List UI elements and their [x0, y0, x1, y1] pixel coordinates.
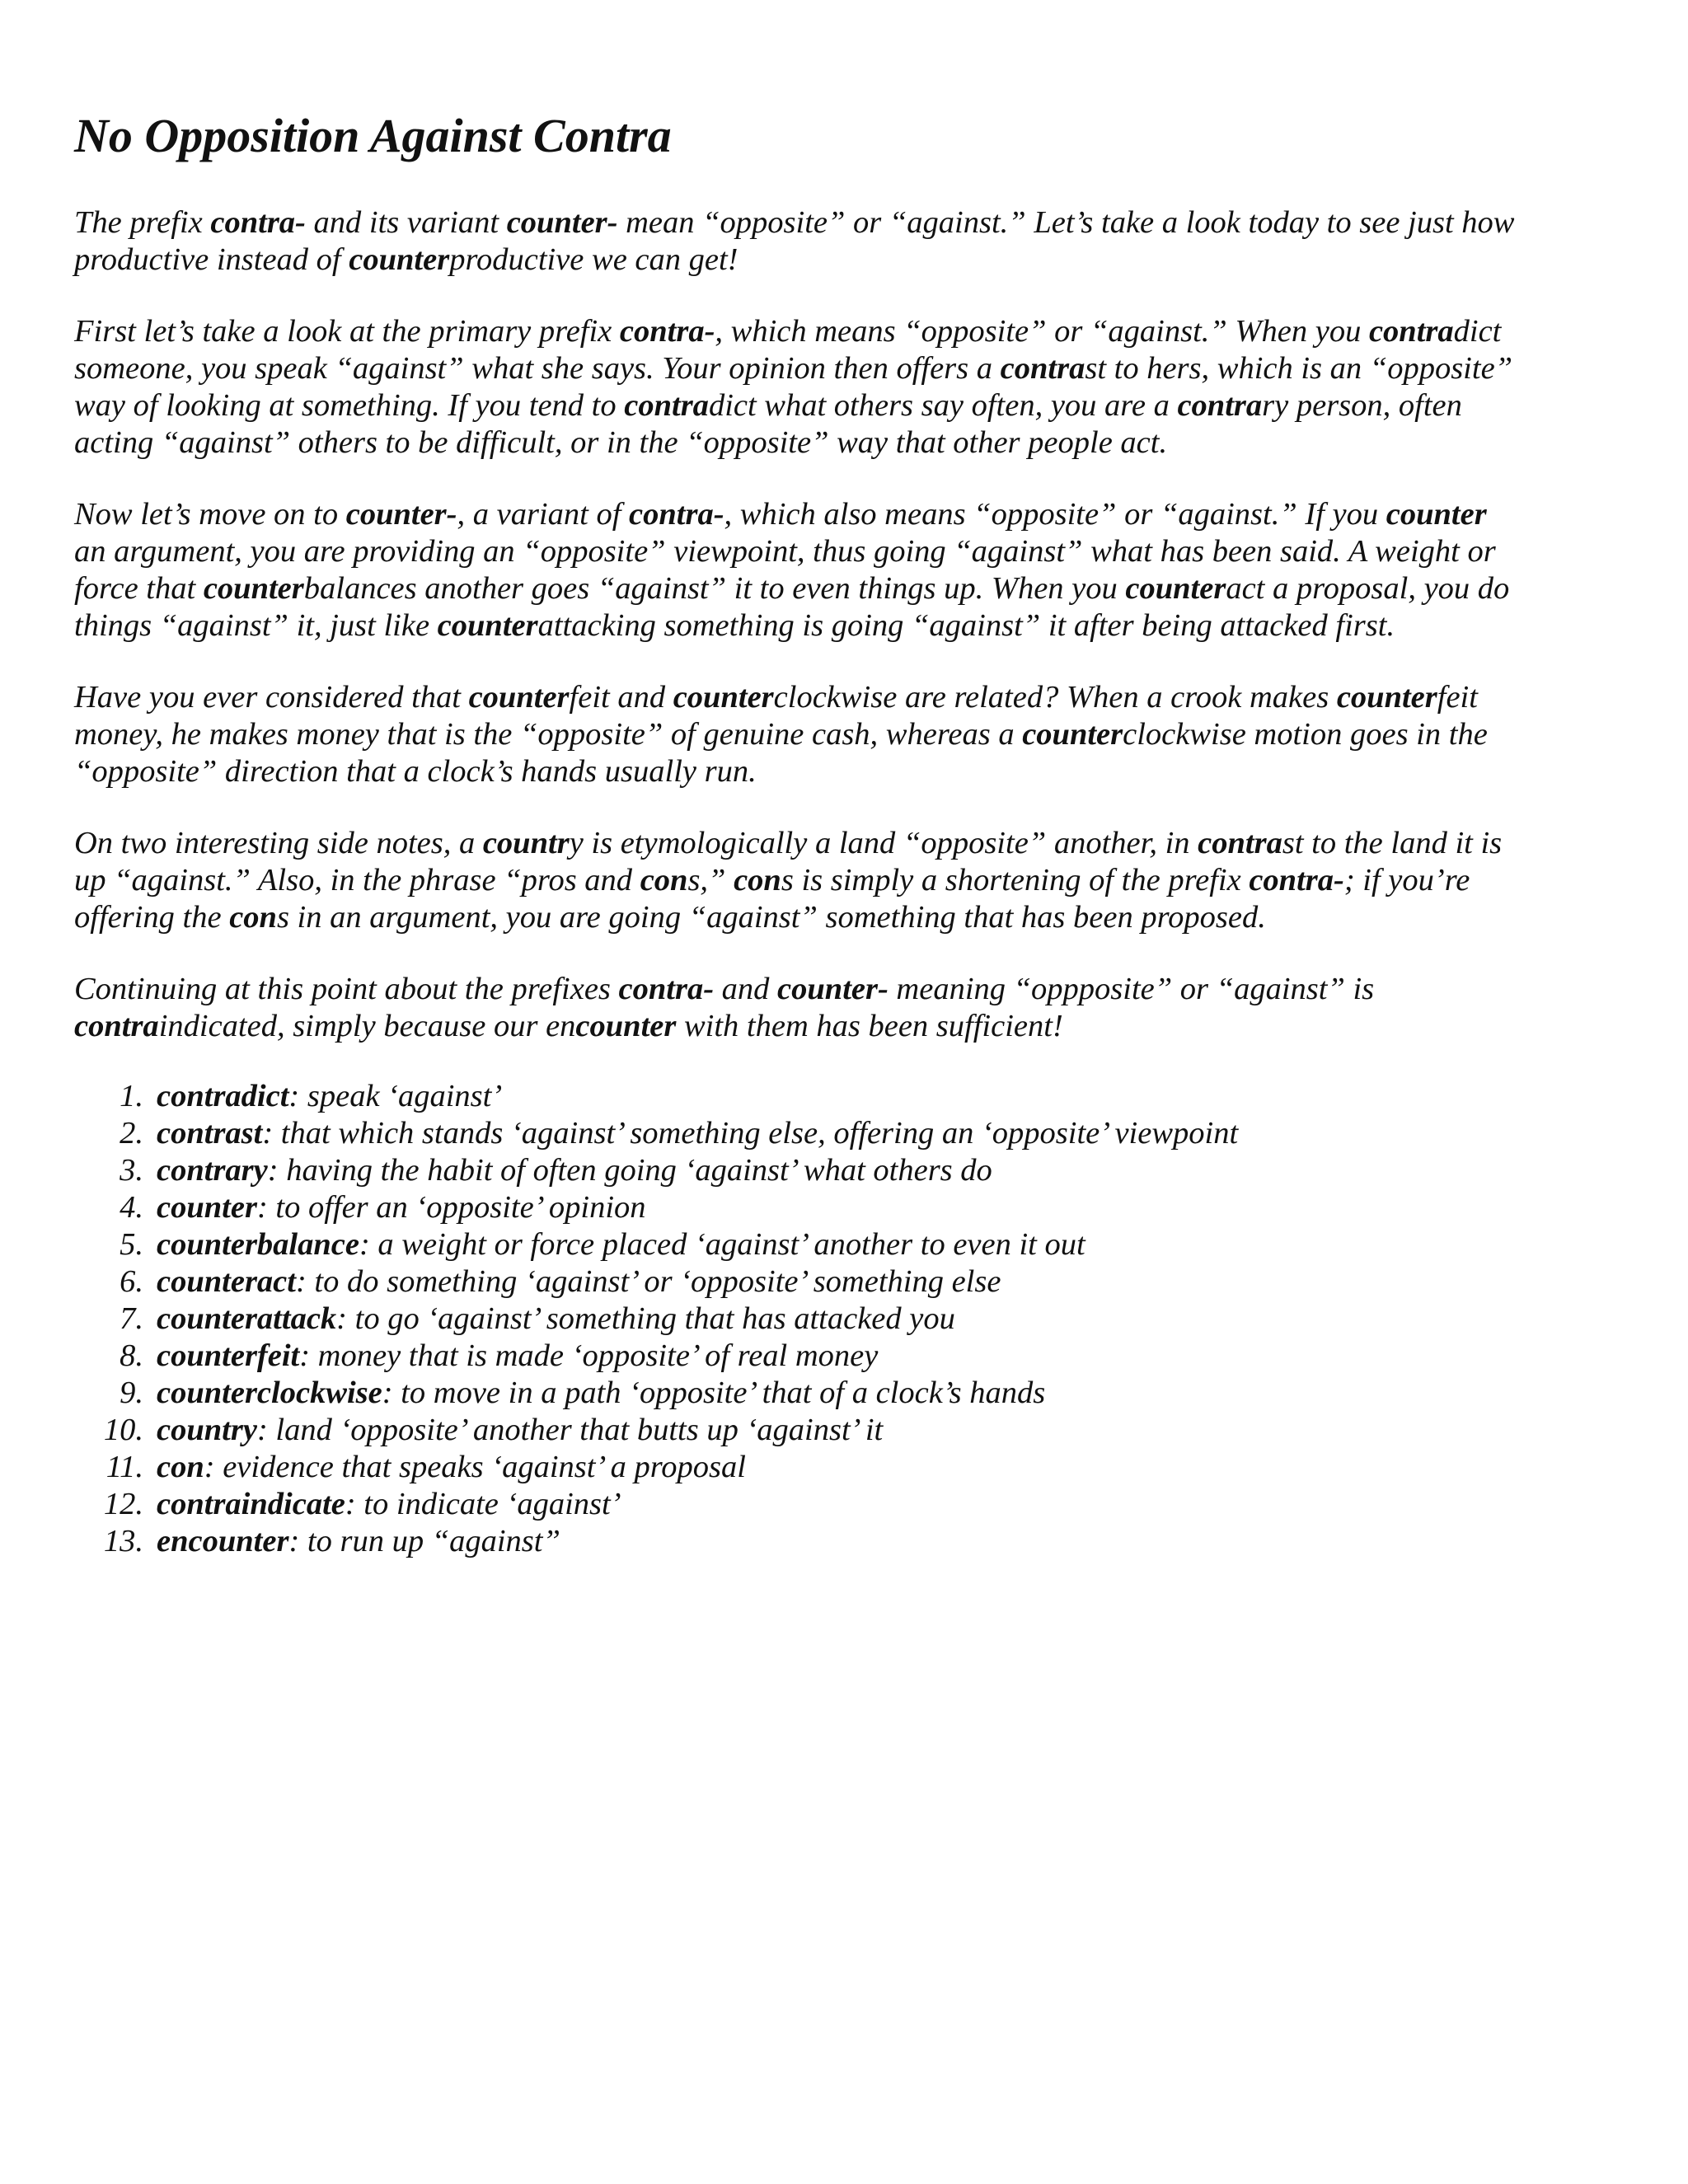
definition-item: [74, 1449, 1624, 1486]
definition-term: contradict: [157, 1078, 289, 1113]
text-run: and its variant: [305, 204, 507, 240]
prefix-highlight: counter-: [506, 204, 618, 240]
prefix-highlight: contra: [1177, 387, 1263, 423]
counter-paragraph: [74, 496, 1624, 644]
paragraph-line: [74, 313, 1624, 350]
intro-paragraph: [74, 204, 1624, 279]
text-run: clockwise are related? When a crook makes: [773, 679, 1337, 715]
paragraph-line: [74, 716, 1624, 753]
text-run: ; if you’re: [1343, 862, 1470, 898]
definition-item: [74, 1523, 1624, 1560]
definition-item: [74, 1375, 1624, 1412]
prefix-highlight: contra-: [619, 313, 715, 349]
prefix-highlight: contra: [1368, 313, 1454, 349]
list-number: 13.: [103, 1523, 143, 1558]
definition-term: country: [157, 1412, 257, 1447]
text-run: meaning “oppposite” or “against” is: [888, 971, 1375, 1006]
text-run: , a variant of: [457, 496, 630, 532]
definition-item: [74, 1078, 1624, 1115]
text-run: productive instead of: [74, 241, 349, 277]
text-run: balances another goes “against” it to even things up. When you: [303, 570, 1126, 606]
prefix-highlight: con: [229, 899, 277, 935]
text-run: someone, you speak “against” what she says. Your opinion then offers a: [74, 350, 1001, 386]
definition-item: [74, 1152, 1624, 1189]
prefix-highlight: con: [734, 862, 781, 898]
definition-item: [74, 1189, 1624, 1226]
definition-term: encounter: [157, 1523, 289, 1558]
text-run: acting “against” others to be difficult, or in the “opposite” way that other people act.: [74, 424, 1168, 460]
text-run: st to the land it is: [1282, 825, 1503, 860]
definition-text: : evidence that speaks ‘against’ a proposal: [204, 1449, 746, 1484]
text-run: act a proposal, you do: [1226, 570, 1510, 606]
paragraph-line: [74, 241, 1624, 279]
definition-text: : to run up “against”: [288, 1523, 560, 1558]
prefix-highlight: counter: [468, 679, 570, 715]
text-run: with them has been sufficient!: [676, 1008, 1063, 1043]
text-run: s,”: [687, 862, 734, 898]
text-run: ry person, often: [1262, 387, 1462, 423]
list-number: 10.: [103, 1412, 143, 1447]
text-run: up “against.” Also, in the phrase “pros and: [74, 862, 640, 898]
text-run: y is etymologically a land “opposite” another, in: [569, 825, 1198, 860]
definition-term: counter: [157, 1189, 257, 1225]
prefix-highlight: con: [640, 862, 688, 898]
paragraph-line: [74, 899, 1624, 936]
definition-item: [74, 1412, 1624, 1449]
definition-term: contraindicate: [157, 1486, 345, 1521]
text-run: things “against” it, just like: [74, 607, 438, 643]
list-number: 12.: [103, 1486, 143, 1521]
prefix-highlight: contra: [74, 1008, 159, 1043]
list-number: 8.: [120, 1338, 143, 1373]
list-number: 3.: [120, 1152, 143, 1188]
prefix-highlight: counter: [203, 570, 304, 606]
text-run: The prefix: [74, 204, 211, 240]
paragraph-line: [74, 862, 1624, 899]
text-run: an argument, you are providing an “opposite” viewpoint, thus going “against” what has been said. A weight or: [74, 533, 1496, 569]
definition-term: counterattack: [157, 1301, 337, 1336]
definition-term: con: [157, 1449, 204, 1484]
paragraph-line: [74, 350, 1624, 387]
definition-item: [74, 1338, 1624, 1375]
definition-text: : land ‘opposite’ another that butts up ‘against’ it: [256, 1412, 884, 1447]
definition-text: : speak ‘against’: [288, 1078, 503, 1113]
text-run: feit and: [569, 679, 673, 715]
text-run: force that: [74, 570, 204, 606]
paragraph-line: [74, 570, 1624, 607]
text-run: “opposite” direction that a clock’s hands usually run.: [74, 753, 757, 789]
text-run: indicated, simply because our en: [158, 1008, 576, 1043]
definition-text: : to go ‘against’ something that has attacked you: [336, 1301, 955, 1336]
paragraph-line: [74, 204, 1624, 241]
prefix-highlight: contra-: [1249, 862, 1344, 898]
side-notes-paragraph: [74, 825, 1624, 936]
paragraph-line: [74, 679, 1624, 716]
prefix-highlight: contra-: [210, 204, 306, 240]
definition-text: : to move in a path ‘opposite’ that of a clock’s hands: [382, 1375, 1046, 1410]
page-title: No Opposition Against Contra: [74, 109, 672, 162]
list-number: 5.: [120, 1226, 143, 1262]
list-number: 11.: [106, 1449, 143, 1484]
text-run: productive we can get!: [449, 241, 738, 277]
definition-item: [74, 1115, 1624, 1152]
prefix-highlight: counter: [1022, 716, 1123, 752]
definition-item: [74, 1486, 1624, 1523]
list-number: 4.: [120, 1189, 143, 1225]
prefix-highlight: counter: [1125, 570, 1226, 606]
text-run: , which means “opposite” or “against.” When you: [715, 313, 1369, 349]
text-run: dict what others say often, you are a: [708, 387, 1178, 423]
list-number: 2.: [120, 1115, 143, 1151]
text-run: feit: [1437, 679, 1478, 715]
paragraph-line: [74, 1008, 1624, 1045]
prefix-highlight: contra: [1198, 825, 1282, 860]
text-run: , which also means “opposite” or “against.” If you: [724, 496, 1386, 532]
prefix-highlight: counter: [349, 241, 450, 277]
paragraph-line: [74, 607, 1624, 644]
definition-text: : to indicate ‘against’: [345, 1486, 621, 1521]
text-run: s is simply a shortening of the prefix: [781, 862, 1250, 898]
list-number: 9.: [120, 1375, 143, 1410]
definition-text: : money that is made ‘opposite’ of real money: [299, 1338, 879, 1373]
contra-paragraph: [74, 313, 1624, 462]
prefix-highlight: counter-: [345, 496, 457, 532]
definition-term: contrast: [157, 1115, 263, 1151]
text-run: attacking something is going “against” it after being attacked first.: [537, 607, 1395, 643]
text-run: st to hers, which is an “opposite”: [1085, 350, 1513, 386]
definition-term: contrary: [157, 1152, 268, 1188]
text-run: mean “opposite” or “against.” Let’s take a look today to see just how: [617, 204, 1515, 240]
definition-item: [74, 1263, 1624, 1301]
conclusion-paragraph: [74, 971, 1624, 1045]
text-run: dict: [1453, 313, 1502, 349]
text-run: Have you ever considered that: [74, 679, 469, 715]
definition-item: [74, 1301, 1624, 1338]
prefix-highlight: contra: [1000, 350, 1085, 386]
definition-term: counterfeit: [157, 1338, 300, 1373]
paragraph-line: [74, 387, 1624, 424]
paragraph-line: [74, 825, 1624, 862]
prefix-highlight: contra: [624, 387, 709, 423]
text-run: s in an argument, you are going “against” something that has been proposed.: [276, 899, 1266, 935]
definition-text: : to do something ‘against’ or ‘opposite’ something else: [295, 1263, 1001, 1299]
text-run: Now let’s move on to: [74, 496, 346, 532]
document-page: [74, 107, 1624, 1560]
definition-text: : to offer an ‘opposite’ opinion: [256, 1189, 646, 1225]
paragraph-line: [74, 496, 1624, 533]
text-run: Continuing at this point about the prefixes: [74, 971, 619, 1006]
definition-text: : a weight or force placed ‘against’ another to even it out: [359, 1226, 1085, 1262]
definition-term: counterclockwise: [157, 1375, 382, 1410]
definition-term: counterbalance: [157, 1226, 359, 1262]
text-run: clockwise motion goes in the: [1123, 716, 1488, 752]
paragraph-line: [74, 533, 1624, 570]
text-run: First let’s take a look at the primary prefix: [74, 313, 620, 349]
definition-text: : that which stands ‘against’ something else, offering an ‘opposite’ viewpoint: [262, 1115, 1239, 1151]
paragraph-line: [74, 971, 1624, 1008]
prefix-highlight: counter: [575, 1008, 677, 1043]
prefix-highlight: counter: [1336, 679, 1437, 715]
definitions-list: [74, 1078, 1624, 1560]
prefix-highlight: counter: [437, 607, 538, 643]
prefix-highlight: counter-: [777, 971, 889, 1006]
prefix-highlight: contra-: [618, 971, 715, 1006]
text-run: On two interesting side notes, a: [74, 825, 483, 860]
text-run: way of looking at something. If you tend to: [74, 387, 625, 423]
text-run: money, he makes money that is the “opposite” of genuine cash, whereas a: [74, 716, 1023, 752]
definition-item: [74, 1226, 1624, 1263]
text-run: offering the: [74, 899, 230, 935]
paragraph-line: [74, 424, 1624, 462]
definition-text: : having the habit of often going ‘against’ what others do: [267, 1152, 992, 1188]
prefix-highlight: counter: [673, 679, 774, 715]
prefix-highlight: contra-: [629, 496, 724, 532]
list-number: 6.: [120, 1263, 143, 1299]
paragraph-line: [74, 753, 1624, 790]
text-run: and: [714, 971, 778, 1006]
definition-term: counteract: [157, 1263, 296, 1299]
list-number: 1.: [120, 1078, 143, 1113]
list-number: 7.: [120, 1301, 143, 1336]
counterfeit-paragraph: [74, 679, 1624, 790]
prefix-highlight: counter: [1386, 496, 1487, 532]
prefix-highlight: countr: [482, 825, 570, 860]
